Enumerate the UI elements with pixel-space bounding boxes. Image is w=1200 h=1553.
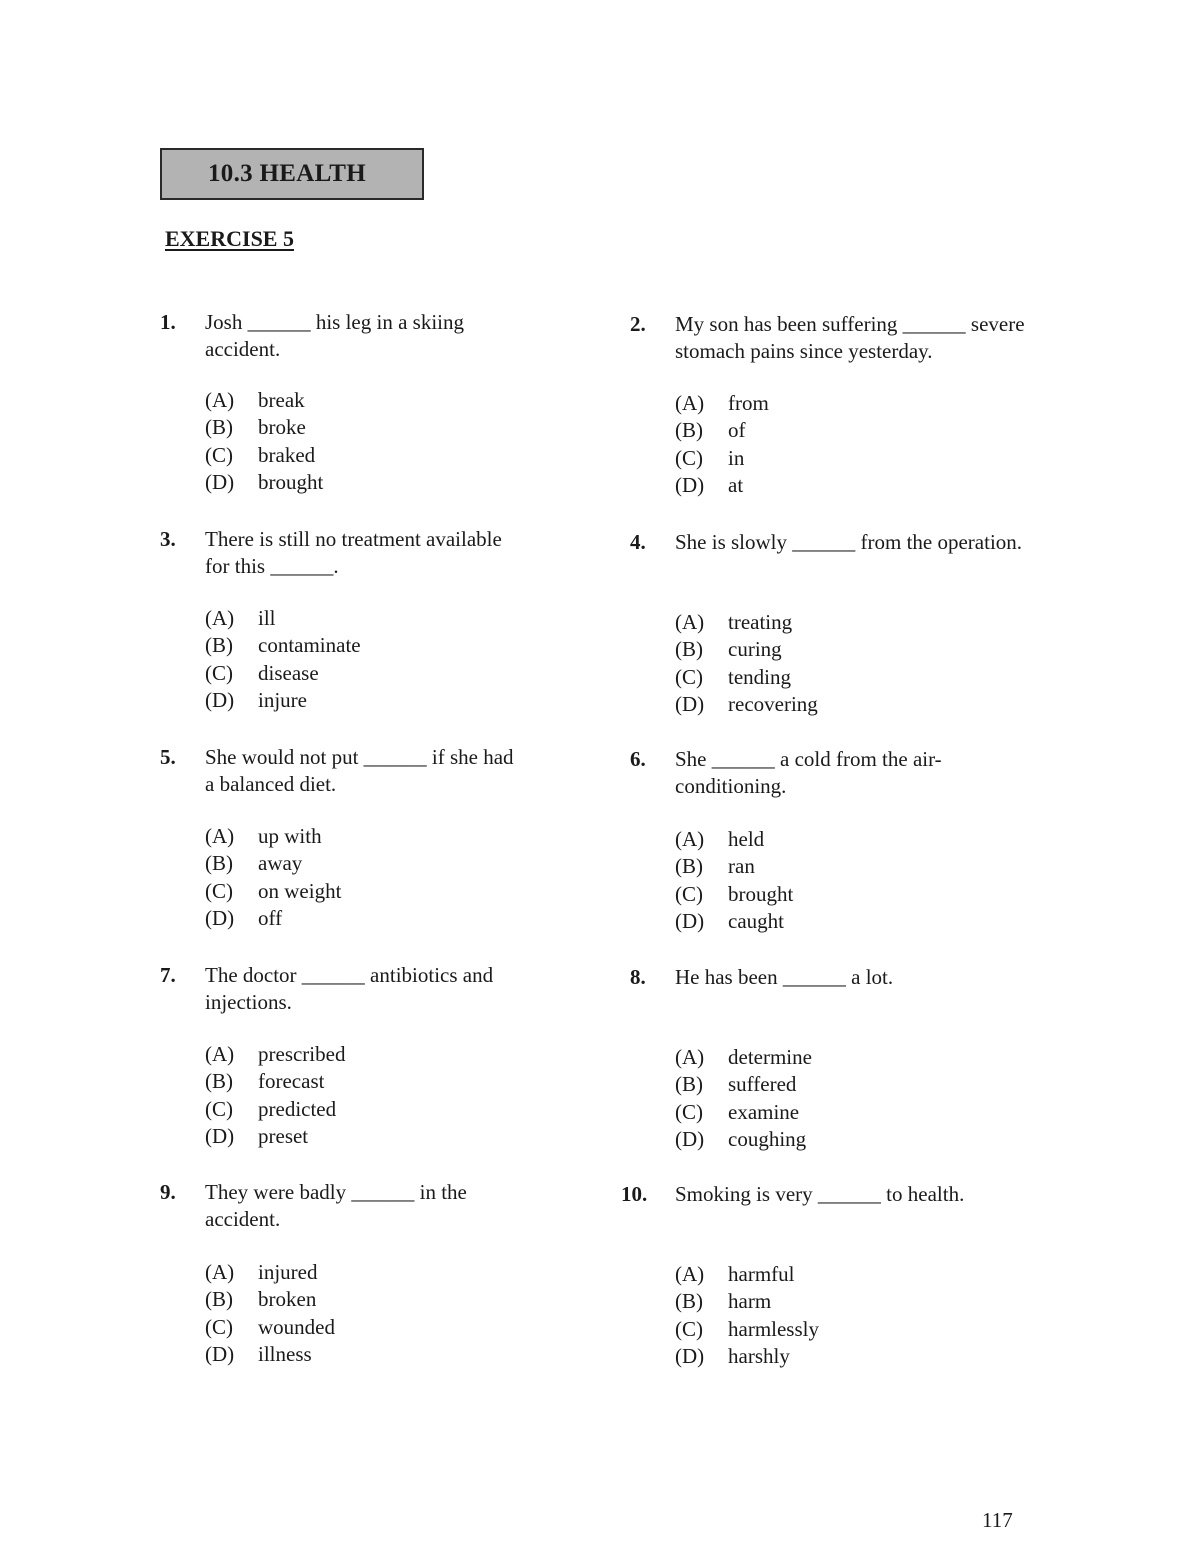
option-text: examine: [728, 1099, 800, 1124]
option-c[interactable]: [205, 660, 361, 687]
answer-options: [675, 390, 769, 499]
option-letter: (D): [205, 1341, 235, 1366]
option-text: illness: [258, 1341, 312, 1366]
question-number: 3.: [160, 527, 176, 551]
question-number: 4.: [630, 530, 646, 554]
option-text: broke: [258, 415, 306, 440]
option-letter: (B): [205, 633, 233, 658]
option-letter: (B): [675, 418, 703, 443]
option-text: in: [728, 445, 745, 470]
section-heading: 10.3 HEALTH: [160, 148, 424, 200]
option-a[interactable]: [205, 387, 323, 414]
option-b[interactable]: [205, 414, 323, 441]
option-letter: (D): [205, 469, 235, 494]
question-stem: She would not put ______ if she had a balanced diet.: [205, 745, 514, 796]
option-text: off: [258, 905, 283, 930]
option-b[interactable]: [205, 1068, 345, 1095]
option-letter: (B): [675, 1072, 703, 1097]
answer-options: [205, 823, 341, 932]
option-d[interactable]: [205, 905, 341, 932]
option-text: injured: [258, 1260, 318, 1284]
option-c[interactable]: [205, 1096, 345, 1123]
option-letter: (A): [205, 1260, 235, 1284]
question-stem: Smoking is very ______ to health.: [675, 1182, 965, 1206]
option-text: curing: [728, 637, 782, 662]
question-stem: My son has been suffering ______ severe stomach pains since yesterday.: [675, 312, 1025, 363]
option-a[interactable]: [675, 1044, 812, 1071]
option-letter: (B): [675, 854, 703, 879]
option-text: brought: [728, 881, 794, 906]
option-c[interactable]: [675, 664, 818, 691]
option-letter: (D): [675, 1126, 705, 1151]
option-text: up with: [258, 824, 322, 848]
exercise-title: EXERCISE 5: [165, 226, 294, 251]
option-letter: (C): [675, 445, 703, 470]
answer-options: [205, 387, 323, 496]
option-text: from: [728, 391, 769, 415]
option-letter: (C): [675, 1316, 703, 1341]
option-text: held: [728, 827, 765, 851]
option-text: determine: [728, 1045, 812, 1069]
question-number: 2.: [630, 312, 646, 336]
answer-options: [205, 605, 361, 714]
option-text: suffered: [728, 1072, 797, 1097]
answer-options: [205, 1041, 345, 1150]
option-text: recovering: [728, 691, 818, 716]
option-letter: (A): [205, 1042, 235, 1066]
option-text: ill: [258, 606, 276, 630]
option-letter: (D): [675, 1343, 705, 1368]
option-a[interactable]: [205, 1041, 345, 1068]
option-letter: (C): [675, 881, 703, 906]
option-a[interactable]: [675, 826, 793, 853]
option-d[interactable]: [205, 1123, 345, 1150]
option-text: broken: [258, 1287, 317, 1312]
option-text: braked: [258, 442, 316, 467]
answer-options: [675, 609, 818, 718]
question-number: 9.: [160, 1180, 176, 1204]
option-letter: (A): [205, 824, 235, 848]
question-stem: He has been ______ a lot.: [675, 965, 894, 989]
question-number: 10.: [621, 1182, 648, 1206]
question-number: 6.: [630, 747, 646, 771]
option-letter: (B): [675, 637, 703, 662]
option-c[interactable]: [205, 442, 323, 469]
option-d[interactable]: [675, 1126, 812, 1153]
option-letter: (B): [205, 1287, 233, 1312]
option-letter: (A): [675, 1045, 705, 1069]
option-b[interactable]: [205, 632, 361, 659]
question-number: 7.: [160, 963, 176, 987]
answer-options: [675, 1044, 812, 1153]
option-a[interactable]: [675, 1261, 819, 1288]
option-b[interactable]: [675, 1288, 819, 1315]
option-text: preset: [258, 1123, 309, 1148]
option-b[interactable]: [675, 853, 793, 880]
option-a[interactable]: [205, 823, 341, 850]
option-c[interactable]: [675, 881, 793, 908]
option-a[interactable]: [675, 609, 818, 636]
option-letter: (B): [675, 1289, 703, 1314]
option-text: prescribed: [258, 1042, 346, 1066]
question-number: 8.: [630, 965, 646, 989]
option-text: harmful: [728, 1262, 795, 1286]
option-letter: (A): [675, 827, 705, 851]
option-text: harm: [728, 1289, 772, 1314]
option-d[interactable]: [675, 1343, 819, 1370]
option-text: wounded: [258, 1314, 335, 1339]
option-b[interactable]: [675, 636, 818, 663]
option-text: contaminate: [258, 633, 361, 658]
option-letter: (C): [675, 1099, 703, 1124]
option-letter: (A): [205, 388, 235, 412]
option-d[interactable]: [675, 691, 818, 718]
option-text: break: [258, 388, 305, 412]
option-text: forecast: [258, 1069, 325, 1094]
question-stem: She is slowly ______ from the operation.: [675, 530, 1023, 554]
option-letter: (B): [205, 415, 233, 440]
option-text: away: [258, 851, 303, 876]
option-c[interactable]: [205, 1314, 335, 1341]
question-stem: They were badly ______ in the accident.: [205, 1180, 467, 1231]
option-c[interactable]: [205, 878, 341, 905]
option-text: harshly: [728, 1343, 790, 1368]
option-b[interactable]: [675, 1071, 812, 1098]
option-text: coughing: [728, 1126, 807, 1151]
question-number: 5.: [160, 745, 176, 769]
option-a[interactable]: [205, 605, 361, 632]
option-d[interactable]: [675, 908, 793, 935]
option-text: at: [728, 472, 744, 497]
option-letter: (D): [205, 905, 235, 930]
answer-options: [675, 1261, 819, 1370]
option-letter: (D): [675, 472, 705, 497]
option-b[interactable]: [205, 1286, 335, 1313]
question-stem: Josh ______ his leg in a skiing accident.: [205, 310, 465, 361]
option-c[interactable]: [675, 1099, 812, 1126]
option-letter: (A): [675, 610, 705, 634]
option-text: caught: [728, 908, 784, 933]
question-stem: She ______ a cold from the air- conditioning.: [675, 747, 942, 798]
option-letter: (D): [205, 1123, 235, 1148]
question-stem: There is still no treatment available for this ______.: [205, 527, 502, 578]
option-text: of: [728, 418, 746, 443]
question-stem: The doctor ______ antibiotics and injections.: [205, 963, 494, 1014]
option-text: on weight: [258, 878, 342, 903]
option-b[interactable]: [675, 417, 769, 444]
option-letter: (C): [205, 1096, 233, 1121]
page-number: 117: [982, 1508, 1013, 1532]
option-text: disease: [258, 660, 319, 685]
option-text: ran: [728, 854, 755, 879]
question-number: 1.: [160, 310, 176, 334]
option-letter: (A): [675, 1262, 705, 1286]
option-a[interactable]: [205, 1259, 335, 1286]
option-d[interactable]: [205, 469, 323, 496]
option-text: injure: [258, 687, 307, 712]
option-letter: (A): [205, 606, 235, 630]
option-letter: (C): [675, 664, 703, 689]
option-letter: (D): [675, 691, 705, 716]
option-text: predicted: [258, 1096, 337, 1121]
option-d[interactable]: [205, 687, 361, 714]
option-letter: (C): [205, 660, 233, 685]
option-c[interactable]: [675, 1316, 819, 1343]
option-letter: (C): [205, 878, 233, 903]
option-c[interactable]: [675, 445, 769, 472]
option-letter: (C): [205, 1314, 233, 1339]
answer-options: [675, 826, 793, 935]
option-letter: (A): [675, 391, 705, 415]
option-text: tending: [728, 664, 791, 689]
option-letter: (C): [205, 442, 233, 467]
option-d[interactable]: [205, 1341, 335, 1368]
option-text: treating: [728, 610, 793, 634]
option-letter: (B): [205, 851, 233, 876]
option-letter: (B): [205, 1069, 233, 1094]
option-d[interactable]: [675, 472, 769, 499]
option-letter: (D): [205, 687, 235, 712]
option-b[interactable]: [205, 850, 341, 877]
option-a[interactable]: [675, 390, 769, 417]
answer-options: [205, 1259, 335, 1368]
option-text: brought: [258, 469, 324, 494]
option-text: harmlessly: [728, 1316, 819, 1341]
option-letter: (D): [675, 908, 705, 933]
